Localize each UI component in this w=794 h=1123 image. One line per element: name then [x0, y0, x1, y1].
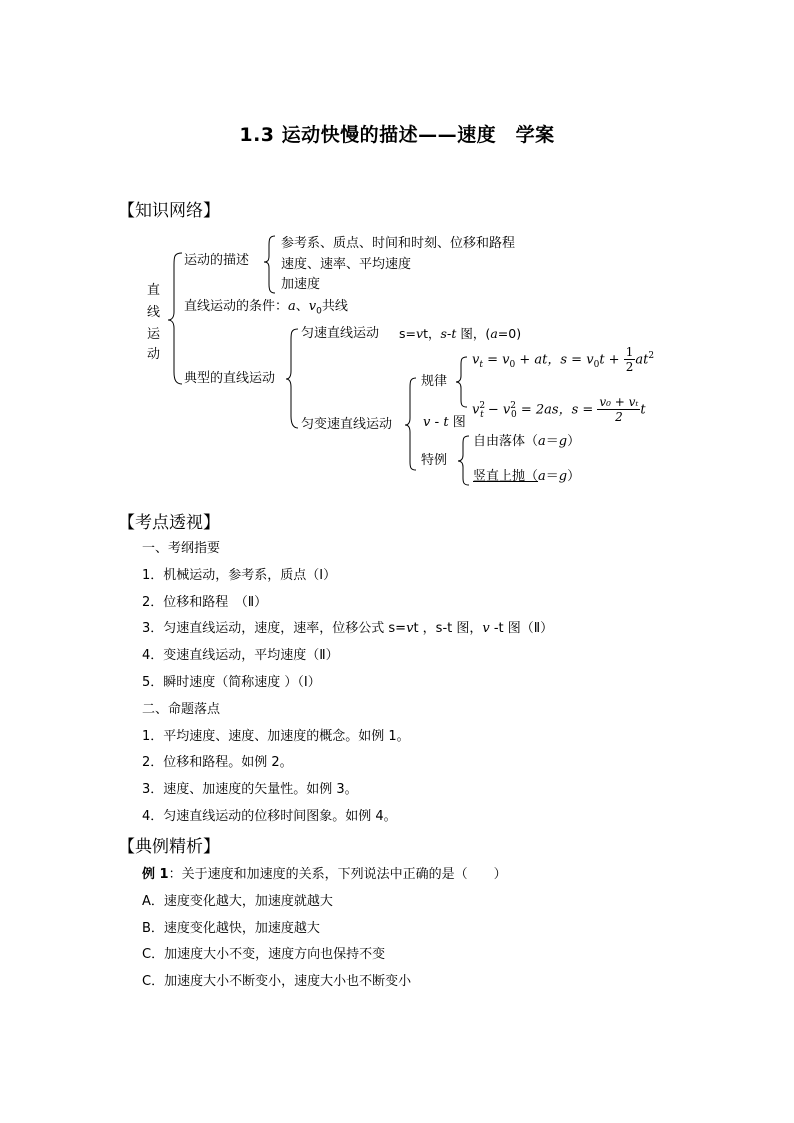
exam-item-1: 1．机械运动，参考系，质点（Ⅰ） — [142, 568, 337, 583]
eq2-minus: − — [483, 402, 503, 418]
eq1-sup: 2 — [648, 351, 655, 361]
condition-v: v — [308, 299, 317, 314]
uniform-formula — [399, 325, 521, 343]
node-typical-motion: 典型的直线运动 — [184, 371, 276, 386]
eq1-v0: v — [502, 352, 510, 368]
node-uniform-motion: 匀速直线运动 — [301, 326, 380, 341]
uniform-a: a — [490, 326, 498, 341]
uniform-st-t: t — [451, 326, 457, 341]
vt-dash: - — [430, 415, 444, 430]
eq1-v0b: v — [586, 352, 594, 368]
uniform-v: v — [416, 326, 424, 341]
uniform-st-suffix: 图，( — [456, 326, 491, 341]
eq2-vt: v — [472, 402, 480, 418]
exam-item-5: 5．瞬时速度（简称速度 ）（Ⅰ） — [142, 675, 321, 690]
example-1-option-c: C．加速度大小不变，速度方向也保持不变 — [142, 947, 386, 962]
node-motion-description: 运动的描述 — [184, 253, 250, 268]
condition-prefix: 直线运动的条件： — [184, 299, 289, 314]
eq2-num: v₀ + vₜ — [599, 395, 639, 410]
root-char-2: 线 — [147, 305, 161, 320]
freefall-a: a — [538, 434, 546, 449]
eq2-v0: v — [502, 402, 511, 418]
condition-a: a — [288, 299, 296, 314]
uniform-a-suffix: =0) — [497, 326, 522, 341]
eq1-v: v — [472, 352, 480, 368]
uniform-t: t — [423, 326, 428, 341]
exam-item-3-end: -t 图（Ⅱ） — [489, 621, 554, 636]
eq2-sup2: 2 — [510, 401, 516, 411]
exam-item-3 — [142, 620, 553, 638]
node-free-fall — [473, 433, 580, 451]
node-motion-condition — [184, 298, 348, 321]
upthrow-a: a — [538, 469, 546, 484]
equation-velocity-displacement — [472, 342, 654, 379]
node-desc-item-1: 参考系、质点、时间和时刻、位移和路程 — [281, 236, 516, 251]
condition-sep: 、 — [295, 299, 309, 314]
exam-item-3-text: 3．匀速直线运动，速度，速率，位移公式 s= — [142, 621, 407, 636]
upthrow-g: g — [558, 469, 568, 484]
root-char-3: 运 — [147, 327, 161, 342]
uniform-s-eq: s= — [399, 326, 416, 341]
exam-item-4: 4．变速直线运动，平均速度（Ⅱ） — [142, 648, 339, 663]
exam-item-3-v: v — [406, 621, 414, 636]
exam-item-2: 2．位移和路程 （Ⅱ） — [142, 595, 268, 610]
topic-item-1: 1．平均速度、速度、加速度的概念。如例 1。 — [142, 729, 410, 744]
eq1-sub-0b: 0 — [593, 359, 600, 370]
node-vertical-throw — [473, 468, 580, 486]
node-desc-item-3: 加速度 — [281, 277, 321, 292]
uniform-st-s: s — [440, 326, 447, 341]
freefall-g: g — [558, 434, 568, 449]
example-1-option-a: A．速度变化越大，加速度就越大 — [142, 894, 333, 909]
eq1-fraction — [624, 345, 636, 374]
eq1-sub-t: t — [479, 359, 483, 370]
node-desc-item-2: 速度、速率、平均速度 — [281, 257, 412, 272]
upthrow-label: 竖直上抛（ — [473, 469, 539, 484]
equation-velocity-squared — [472, 392, 646, 429]
topic-item-4: 4．匀速直线运动的位移时间图象。如例 4。 — [142, 809, 397, 824]
section-heading-exam: 【考点透视】 — [118, 513, 220, 533]
vt-t: t — [443, 415, 449, 430]
uniform-comma: ， — [427, 326, 441, 341]
eq2-den: 2 — [615, 410, 623, 425]
freefall-end: ） — [567, 434, 581, 449]
eq1-eq: = — [482, 352, 503, 368]
vt-suffix: 图 — [448, 415, 466, 430]
freefall-eq: ＝ — [545, 434, 559, 449]
eq2-sub1: t — [480, 409, 484, 420]
condition-suffix: 共线 — [321, 299, 348, 314]
eq2-sup1: 2 — [479, 401, 486, 411]
section-heading-knowledge: 【知识网络】 — [118, 201, 220, 221]
upthrow-eq: ＝ — [545, 469, 559, 484]
topic-item-2: 2．位移和路程。如例 2。 — [142, 755, 293, 770]
example-1-question — [142, 866, 507, 884]
condition-v-sub: 0 — [316, 306, 322, 317]
uniform-st-dash: - — [446, 326, 452, 341]
eq1-at2: at — [635, 352, 649, 368]
eq1-t: t + — [599, 352, 624, 368]
root-char-4: 动 — [147, 347, 161, 362]
freefall-label: 自由落体（ — [473, 434, 539, 449]
node-law: 规律 — [421, 374, 448, 389]
exam-item-3-t: t — [413, 621, 419, 636]
example-1-text: ：关于速度和加速度的关系，下列说法中正确的是（ ） — [168, 867, 507, 882]
eq2-fraction — [597, 395, 640, 424]
exam-item-3-v2: v — [482, 621, 490, 636]
exam-part1-heading: 一、考纲指要 — [142, 541, 221, 556]
vt-v: v — [423, 415, 431, 430]
page-title: 1.3 运动快慢的描述——速度 学案 — [239, 124, 555, 146]
root-char-1: 直 — [147, 283, 161, 298]
eq2-sub2: 0 — [510, 409, 517, 420]
eq2-eq: = 2as，s = — [516, 402, 598, 418]
example-1-option-d: C．加速度大小不断变小，速度大小也不断变小 — [142, 974, 412, 989]
eq1-sub-0: 0 — [509, 359, 516, 370]
exam-part2-heading: 二、命题落点 — [142, 702, 221, 717]
node-variable-motion: 匀变速直线运动 — [301, 417, 393, 432]
node-vt-graph — [423, 414, 466, 432]
eq2-t: t — [640, 402, 646, 418]
section-heading-examples: 【典例精析】 — [118, 837, 220, 857]
node-special-cases: 特例 — [421, 453, 448, 468]
topic-item-3: 3．速度、加速度的矢量性。如例 3。 — [142, 782, 358, 797]
upthrow-end: ） — [567, 469, 581, 484]
example-1-option-b: B．速度变化越快，加速度越大 — [142, 921, 320, 936]
eq1-num: 1 — [625, 345, 634, 360]
eq1-at: + at，s = — [515, 352, 587, 368]
exam-item-3-mid: ，s-t 图， — [418, 621, 483, 636]
example-1-label: 例 1 — [142, 867, 169, 882]
eq1-den: 2 — [625, 360, 634, 375]
